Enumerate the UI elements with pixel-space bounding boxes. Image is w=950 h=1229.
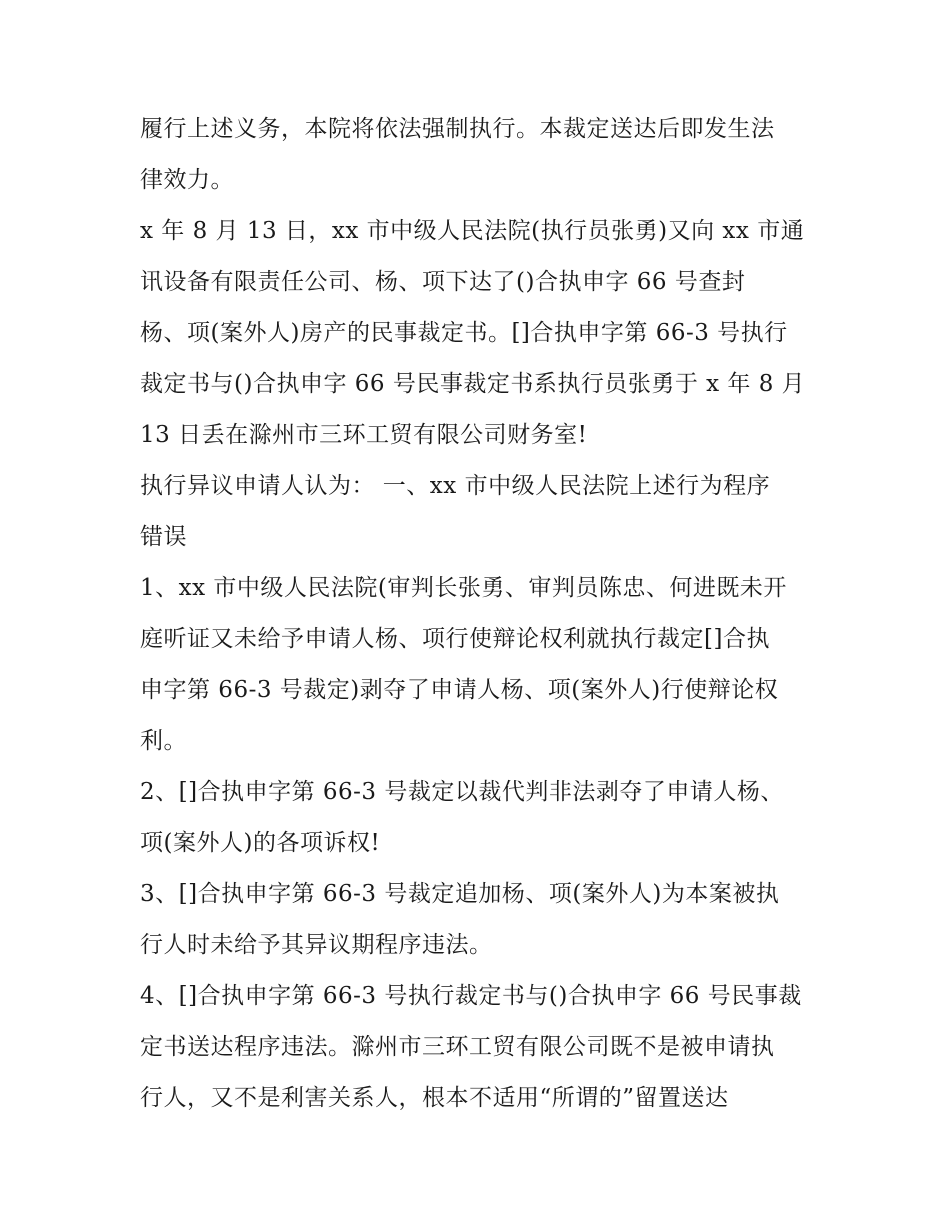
text-line: 讯设备有限责任公司、杨、项下达了()合执申字 66 号查封 bbox=[140, 269, 746, 295]
text-line: 庭听证又未给予申请人杨、项行使辩论权利就执行裁定[]合执 bbox=[140, 626, 770, 652]
text-line: 律效力。 bbox=[140, 167, 234, 193]
text-line: 2、[]合执申字第 66-3 号裁定以裁代判非法剥夺了申请人杨、 bbox=[140, 779, 784, 805]
document-body bbox=[140, 104, 820, 1124]
text-line: 利。 bbox=[140, 728, 187, 754]
text-line: 行人时未给予其异议期程序违法。 bbox=[140, 932, 493, 958]
text-line: 行人，又不是利害关系人，根本不适用“所谓的”留置送达 bbox=[140, 1085, 729, 1111]
text-line: 4、[]合执申字第 66-3 号执行裁定书与()合执申字 66 号民事裁 bbox=[140, 983, 802, 1009]
text-line: 定书送达程序违法。滁州市三环工贸有限公司既不是被申请执 bbox=[140, 1034, 775, 1060]
text-line: 3、[]合执申字第 66-3 号裁定追加杨、项(案外人)为本案被执 bbox=[140, 881, 780, 907]
text-line: 13 日丢在滁州市三环工贸有限公司财务室! bbox=[140, 422, 588, 448]
text-line: 杨、项(案外人)房产的民事裁定书。[]合执申字第 66-3 号执行 bbox=[140, 320, 788, 346]
text-line: 裁定书与()合执申字 66 号民事裁定书系执行员张勇于 x 年 8 月 bbox=[140, 371, 806, 397]
text-line: 申字第 66-3 号裁定)剥夺了申请人杨、项(案外人)行使辩论权 bbox=[140, 677, 779, 703]
text-line: 项(案外人)的各项诉权! bbox=[140, 830, 381, 856]
text-line: x 年 8 月 13 日，xx 市中级人民法院(执行员张勇)又向 xx 市通 bbox=[140, 218, 805, 244]
text-line: 履行上述义务，本院将依法强制执行。本裁定送达后即发生法 bbox=[140, 116, 775, 142]
text-line: 错误 bbox=[140, 524, 187, 550]
text-line: 执行异议申请人认为： 一、xx 市中级人民法院上述行为程序 bbox=[140, 473, 771, 499]
text-line: 1、xx 市中级人民法院(审判长张勇、审判员陈忠、何进既未开 bbox=[140, 575, 787, 601]
